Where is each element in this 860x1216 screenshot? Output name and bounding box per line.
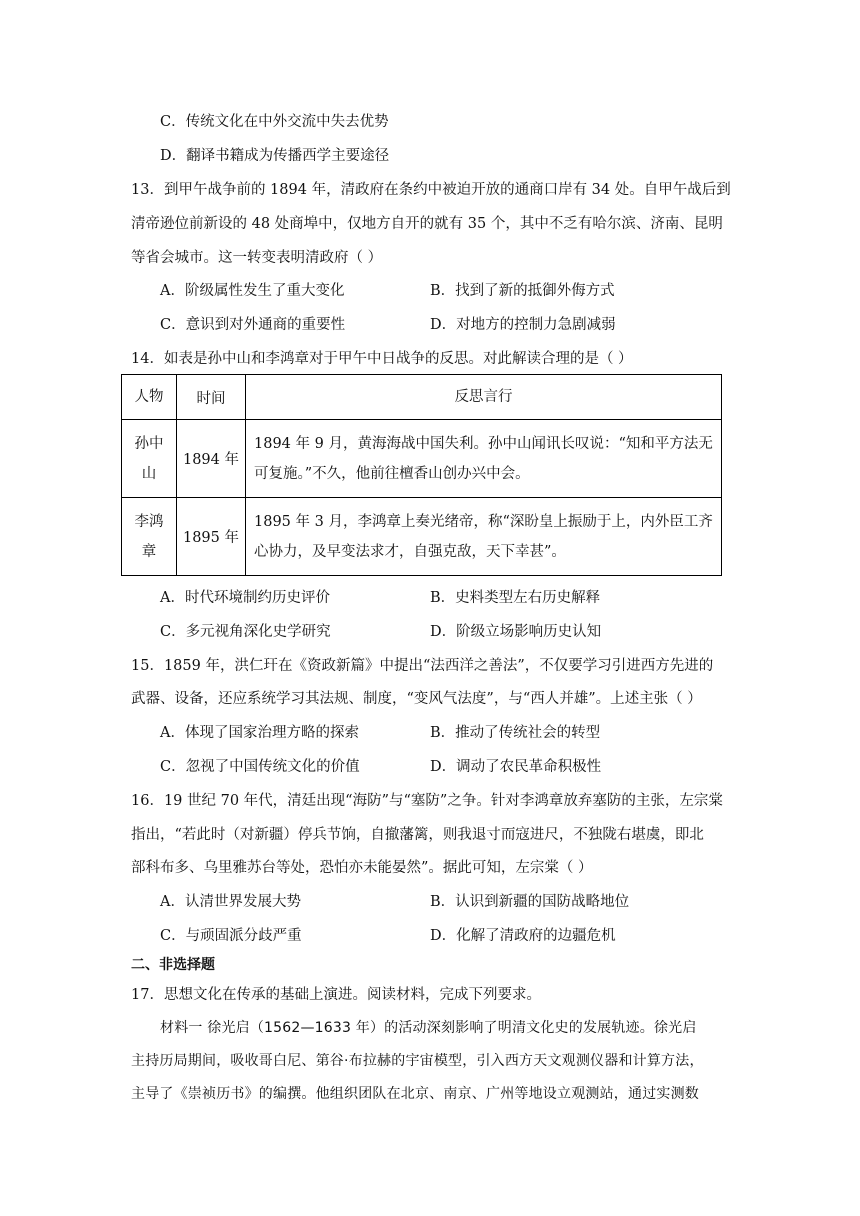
q17-stem: 17．思想文化在传承的基础上演进。阅读材料，完成下列要求。 — [131, 987, 541, 1003]
q15-stem-line-1: 15．1859 年，洪仁玕在《资政新篇》中提出“法西洋之善法”，不仅要学习引进西方先进的 — [131, 658, 714, 674]
q14-reflection-table — [121, 374, 722, 576]
q12-option-d: D．翻译书籍成为传播西学主要途径 — [160, 148, 390, 164]
q13-option-a: A．阶级属性发生了重大变化 — [160, 283, 345, 299]
reflection-line: 心协力，及早变法求才，自强克敌，天下幸甚”。 — [254, 543, 566, 560]
q15-option-d: D．调动了农民革命积极性 — [430, 759, 602, 775]
q16-option-c: C．与顽固派分歧严重 — [160, 928, 302, 944]
q16-stem-line-2: 指出，“若此时（对新疆）停兵节饷，自撤藩篱，则我退寸而寇进尺，不独陇右堪虞，即北 — [131, 827, 704, 843]
table-row — [122, 420, 722, 498]
header-reflection: 反思言行 — [246, 375, 722, 420]
q17-material-line-1: 材料一 徐光启（1562—1633 年）的活动深刻影响了明清文化史的发展轨迹。徐光启 — [160, 1020, 697, 1036]
cell-time: 1895 年 — [177, 498, 246, 576]
q16-option-d: D．化解了清政府的边疆危机 — [430, 928, 616, 944]
q14-option-a: A．时代环境制约历史评价 — [160, 590, 330, 606]
person-line: 山 — [141, 465, 157, 482]
person-line: 孙中 — [134, 435, 164, 452]
q13-option-b: B．找到了新的抵御外侮方式 — [430, 283, 615, 299]
q12-option-c: C．传统文化在中外交流中失去优势 — [160, 114, 389, 130]
cell-person — [122, 420, 177, 498]
table-header-row — [122, 375, 722, 420]
person-line: 章 — [141, 543, 157, 560]
q17-material-line-2: 主持历局期间，吸收哥白尼、第谷·布拉赫的宇宙模型，引入西方天文观测仪器和计算方法， — [131, 1053, 704, 1069]
q13-stem-line-3: 等省会城市。这一转变表明清政府（ ） — [131, 250, 383, 266]
q13-option-d: D．对地方的控制力急剧减弱 — [430, 317, 616, 333]
q17-material-line-3: 主导了《崇祯历书》的编撰。他组织团队在北京、南京、广州等地设立观测站，通过实测数 — [131, 1086, 699, 1102]
q14-option-d: D．阶级立场影响历史认知 — [430, 624, 602, 640]
q16-stem-line-3: 部科布多、乌里雅苏台等处，恐怕亦未能晏然”。据此可知，左宗棠（ ） — [131, 860, 593, 876]
reflection-line: 1895 年 3 月，李鸿章上奏光绪帝，称“深盼皇上振励于上，内外臣工齐 — [254, 513, 713, 530]
q16-stem-line-1: 16．19 世纪 70 年代，清廷出现“海防”与“塞防”之争。针对李鸿章放弃塞防的主张，左宗棠 — [131, 793, 723, 809]
q13-option-c: C．意识到对外通商的重要性 — [160, 317, 346, 333]
header-person: 人物 — [122, 375, 177, 420]
cell-person — [122, 498, 177, 576]
section-title: 二、非选择题 — [131, 957, 215, 973]
q13-stem-line-1: 13．到甲午战争前的 1894 年，清政府在条约中被迫开放的通商口岸有 34 处。自甲午战后到 — [131, 182, 731, 198]
table-row — [122, 498, 722, 576]
q15-option-b: B．推动了传统社会的转型 — [430, 725, 601, 741]
q13-stem-line-2: 清帝逊位前新设的 48 处商埠中，仅地方自开的就有 35 个，其中不乏有哈尔滨、济南、昆明 — [131, 216, 723, 232]
person-line: 李鸿 — [134, 513, 164, 530]
q16-option-b: B．认识到新疆的国防战略地位 — [430, 894, 630, 910]
cell-time: 1894 年 — [177, 420, 246, 498]
q15-option-a: A．体现了国家治理方略的探索 — [160, 725, 359, 741]
q16-option-a: A．认清世界发展大势 — [160, 894, 301, 910]
q14-option-c: C．多元视角深化史学研究 — [160, 624, 331, 640]
header-time: 时间 — [177, 375, 246, 420]
q14-option-b: B．史料类型左右历史解释 — [430, 590, 601, 606]
q15-option-c: C．忽视了中国传统文化的价值 — [160, 759, 360, 775]
q15-stem-line-2: 武器、设备，还应系统学习其法规、制度，“变风气法度”，与“西人并雄”。上述主张（ ） — [131, 691, 702, 707]
reflection-line: 1894 年 9 月，黄海海战中国失利。孙中山闻讯长叹说：“知和平方法无 — [254, 435, 713, 452]
cell-reflection — [246, 420, 722, 498]
reflection-line: 可复施。”不久，他前往檀香山创办兴中会。 — [254, 465, 530, 482]
q14-stem: 14．如表是孙中山和李鸿章对于甲午中日战争的反思。对此解读合理的是（ ） — [131, 351, 633, 367]
cell-reflection — [246, 498, 722, 576]
